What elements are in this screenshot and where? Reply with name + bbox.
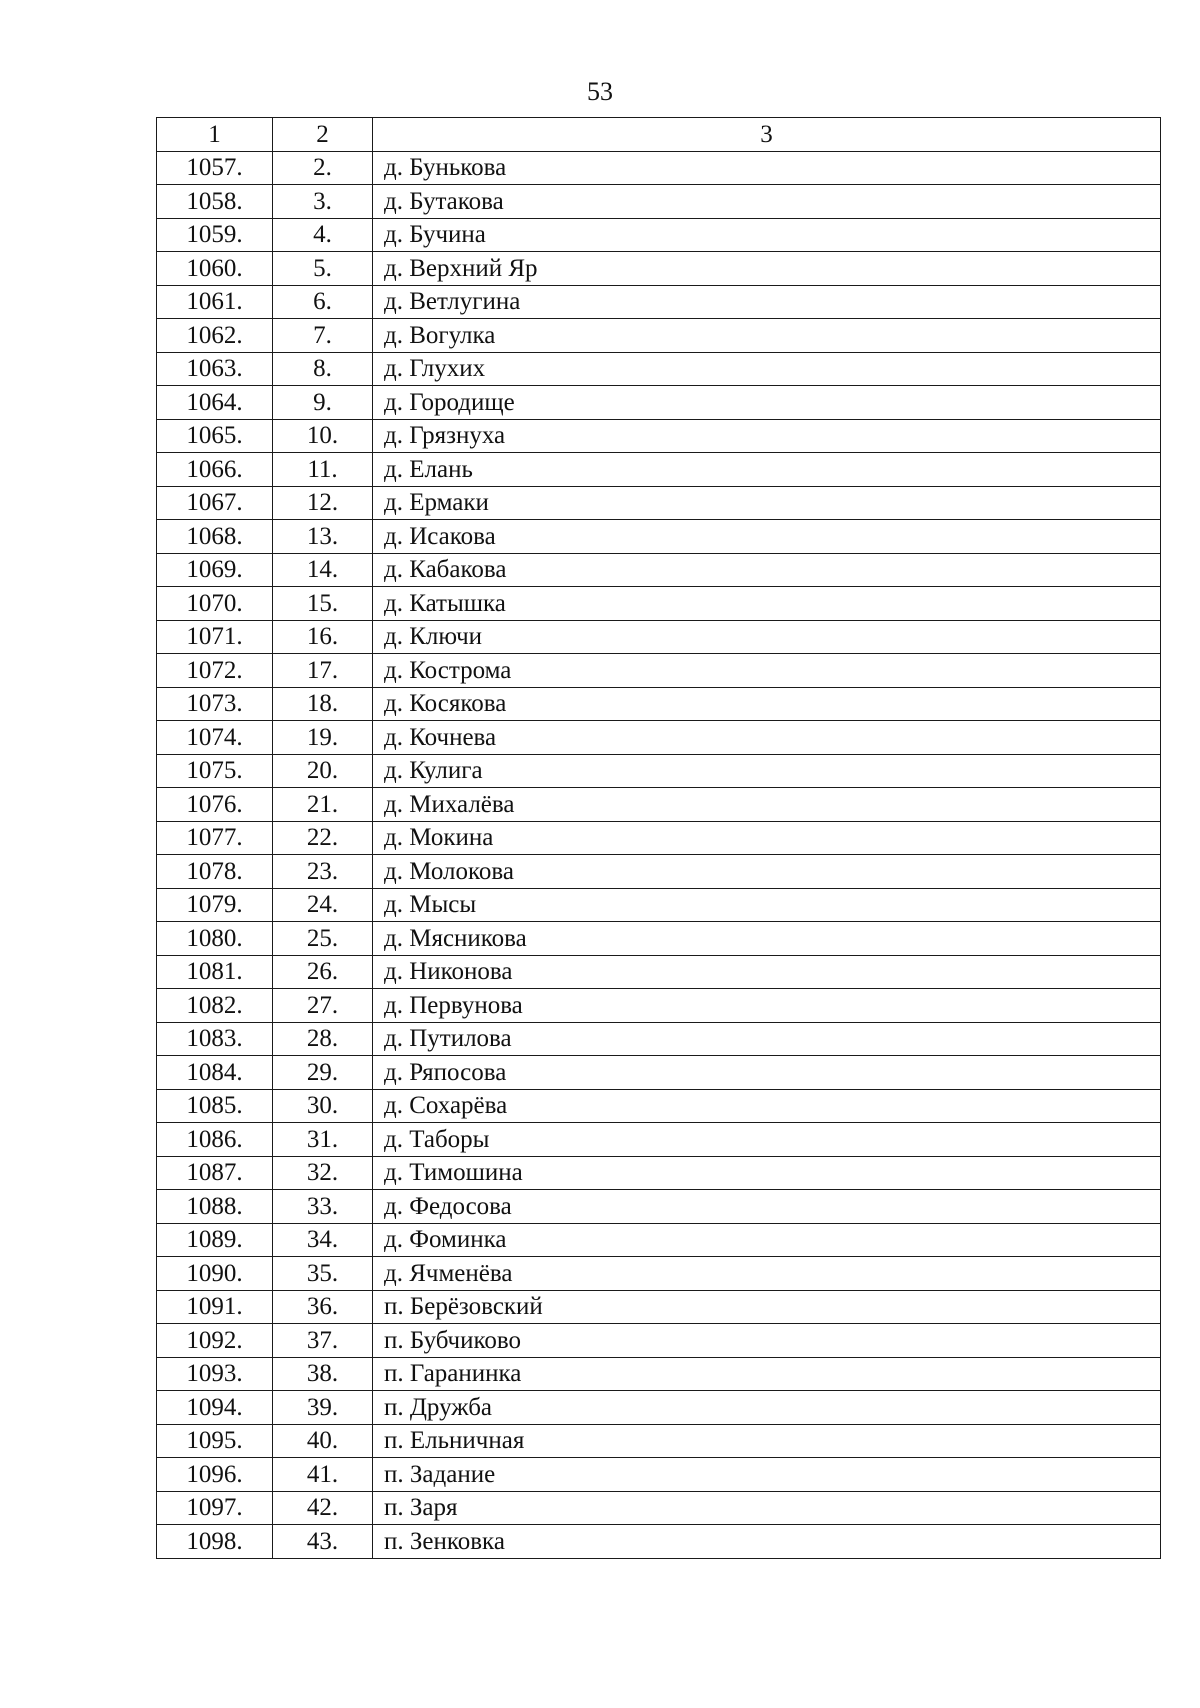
settlement-name-cell: д. Бутакова <box>373 185 1161 219</box>
table-row <box>157 788 1161 822</box>
row-index-cell: 1066. <box>157 453 273 487</box>
settlement-name-cell: п. Заря <box>373 1491 1161 1525</box>
settlement-name-cell: п. Задание <box>373 1458 1161 1492</box>
settlement-name-cell: д. Грязнуха <box>373 419 1161 453</box>
row-index-cell: 1097. <box>157 1491 273 1525</box>
table-row <box>157 888 1161 922</box>
table-row <box>157 151 1161 185</box>
settlement-name-cell: д. Косякова <box>373 687 1161 721</box>
header-row <box>157 118 1161 152</box>
row-index-cell: 1069. <box>157 553 273 587</box>
row-number-cell: 36. <box>273 1290 373 1324</box>
row-index-cell: 1059. <box>157 218 273 252</box>
settlement-name-cell: д. Вогулка <box>373 319 1161 353</box>
row-number-cell: 15. <box>273 587 373 621</box>
table-header <box>157 118 1161 152</box>
table-row <box>157 285 1161 319</box>
settlement-name-cell: д. Кочнева <box>373 721 1161 755</box>
row-number-cell: 11. <box>273 453 373 487</box>
row-index-cell: 1058. <box>157 185 273 219</box>
row-index-cell: 1057. <box>157 151 273 185</box>
row-index-cell: 1067. <box>157 486 273 520</box>
table-body <box>157 151 1161 1558</box>
table-row <box>157 587 1161 621</box>
row-index-cell: 1078. <box>157 855 273 889</box>
row-index-cell: 1085. <box>157 1089 273 1123</box>
table-row <box>157 922 1161 956</box>
settlement-name-cell: п. Дружба <box>373 1391 1161 1425</box>
settlement-name-cell: д. Исакова <box>373 520 1161 554</box>
row-number-cell: 37. <box>273 1324 373 1358</box>
row-index-cell: 1089. <box>157 1223 273 1257</box>
table-row <box>157 955 1161 989</box>
row-number-cell: 26. <box>273 955 373 989</box>
table-row <box>157 855 1161 889</box>
table-row <box>157 754 1161 788</box>
row-number-cell: 12. <box>273 486 373 520</box>
table-row <box>157 319 1161 353</box>
row-number-cell: 9. <box>273 386 373 420</box>
settlement-name-cell: д. Путилова <box>373 1022 1161 1056</box>
settlement-name-cell: д. Никонова <box>373 955 1161 989</box>
row-index-cell: 1072. <box>157 654 273 688</box>
table-row <box>157 654 1161 688</box>
settlement-name-cell: п. Бубчиково <box>373 1324 1161 1358</box>
table-row <box>157 620 1161 654</box>
settlement-name-cell: д. Фоминка <box>373 1223 1161 1257</box>
table-row <box>157 1391 1161 1425</box>
settlement-name-cell: д. Елань <box>373 453 1161 487</box>
row-index-cell: 1068. <box>157 520 273 554</box>
row-number-cell: 8. <box>273 352 373 386</box>
settlement-name-cell: д. Мокина <box>373 821 1161 855</box>
row-number-cell: 25. <box>273 922 373 956</box>
table-row <box>157 1424 1161 1458</box>
row-number-cell: 40. <box>273 1424 373 1458</box>
row-index-cell: 1074. <box>157 721 273 755</box>
row-number-cell: 2. <box>273 151 373 185</box>
column-header-1: 1 <box>157 118 273 152</box>
row-index-cell: 1064. <box>157 386 273 420</box>
row-number-cell: 7. <box>273 319 373 353</box>
row-number-cell: 38. <box>273 1357 373 1391</box>
row-number-cell: 31. <box>273 1123 373 1157</box>
settlement-name-cell: д. Ряпосова <box>373 1056 1161 1090</box>
row-index-cell: 1083. <box>157 1022 273 1056</box>
row-number-cell: 30. <box>273 1089 373 1123</box>
settlement-name-cell: д. Ермаки <box>373 486 1161 520</box>
settlement-name-cell: д. Мясникова <box>373 922 1161 956</box>
table-row <box>157 1022 1161 1056</box>
table-row <box>157 1056 1161 1090</box>
row-number-cell: 35. <box>273 1257 373 1291</box>
row-index-cell: 1065. <box>157 419 273 453</box>
table-row <box>157 721 1161 755</box>
row-number-cell: 22. <box>273 821 373 855</box>
table-row <box>157 1089 1161 1123</box>
settlement-name-cell: п. Гаранинка <box>373 1357 1161 1391</box>
row-number-cell: 17. <box>273 654 373 688</box>
table-row <box>157 218 1161 252</box>
table-row <box>157 1525 1161 1559</box>
settlement-name-cell: д. Кострома <box>373 654 1161 688</box>
settlement-name-cell: д. Глухих <box>373 352 1161 386</box>
settlement-name-cell: д. Тимошина <box>373 1156 1161 1190</box>
row-index-cell: 1071. <box>157 620 273 654</box>
row-index-cell: 1090. <box>157 1257 273 1291</box>
table-row <box>157 989 1161 1023</box>
settlement-name-cell: д. Кулига <box>373 754 1161 788</box>
settlement-name-cell: д. Верхний Яр <box>373 252 1161 286</box>
row-number-cell: 16. <box>273 620 373 654</box>
row-number-cell: 21. <box>273 788 373 822</box>
settlement-name-cell: д. Мысы <box>373 888 1161 922</box>
table-row <box>157 687 1161 721</box>
row-number-cell: 39. <box>273 1391 373 1425</box>
row-index-cell: 1070. <box>157 587 273 621</box>
table-row <box>157 1156 1161 1190</box>
row-index-cell: 1082. <box>157 989 273 1023</box>
row-number-cell: 13. <box>273 520 373 554</box>
table-row <box>157 1491 1161 1525</box>
row-number-cell: 41. <box>273 1458 373 1492</box>
settlement-name-cell: д. Городище <box>373 386 1161 420</box>
row-number-cell: 29. <box>273 1056 373 1090</box>
settlement-name-cell: д. Ветлугина <box>373 285 1161 319</box>
settlement-name-cell: д. Федосова <box>373 1190 1161 1224</box>
settlement-name-cell: д. Ключи <box>373 620 1161 654</box>
row-number-cell: 19. <box>273 721 373 755</box>
row-index-cell: 1062. <box>157 319 273 353</box>
row-number-cell: 42. <box>273 1491 373 1525</box>
table-row <box>157 520 1161 554</box>
row-index-cell: 1079. <box>157 888 273 922</box>
table-row <box>157 386 1161 420</box>
row-index-cell: 1093. <box>157 1357 273 1391</box>
row-number-cell: 27. <box>273 989 373 1023</box>
row-index-cell: 1091. <box>157 1290 273 1324</box>
row-index-cell: 1075. <box>157 754 273 788</box>
row-number-cell: 33. <box>273 1190 373 1224</box>
row-number-cell: 20. <box>273 754 373 788</box>
settlement-name-cell: п. Зенковка <box>373 1525 1161 1559</box>
table-row <box>157 185 1161 219</box>
settlement-name-cell: д. Бучина <box>373 218 1161 252</box>
table-row <box>157 821 1161 855</box>
settlement-name-cell: д. Таборы <box>373 1123 1161 1157</box>
settlements-table <box>156 117 1161 1559</box>
row-index-cell: 1084. <box>157 1056 273 1090</box>
settlement-name-cell: п. Ельничная <box>373 1424 1161 1458</box>
table-row <box>157 419 1161 453</box>
table-row <box>157 252 1161 286</box>
row-index-cell: 1092. <box>157 1324 273 1358</box>
row-index-cell: 1061. <box>157 285 273 319</box>
row-number-cell: 5. <box>273 252 373 286</box>
table-row <box>157 1223 1161 1257</box>
row-index-cell: 1073. <box>157 687 273 721</box>
page-number: 53 <box>587 77 613 106</box>
row-number-cell: 18. <box>273 687 373 721</box>
table-row <box>157 1190 1161 1224</box>
row-number-cell: 32. <box>273 1156 373 1190</box>
settlement-name-cell: д. Молокова <box>373 855 1161 889</box>
row-number-cell: 10. <box>273 419 373 453</box>
settlement-name-cell: д. Катышка <box>373 587 1161 621</box>
table-row <box>157 1290 1161 1324</box>
row-index-cell: 1076. <box>157 788 273 822</box>
row-number-cell: 14. <box>273 553 373 587</box>
settlement-name-cell: д. Бунькова <box>373 151 1161 185</box>
row-number-cell: 43. <box>273 1525 373 1559</box>
row-number-cell: 24. <box>273 888 373 922</box>
settlement-name-cell: д. Кабакова <box>373 553 1161 587</box>
settlement-name-cell: д. Михалёва <box>373 788 1161 822</box>
row-index-cell: 1063. <box>157 352 273 386</box>
row-number-cell: 23. <box>273 855 373 889</box>
settlement-name-cell: д. Ячменёва <box>373 1257 1161 1291</box>
table-row <box>157 1257 1161 1291</box>
row-index-cell: 1088. <box>157 1190 273 1224</box>
row-number-cell: 28. <box>273 1022 373 1056</box>
table-row <box>157 1357 1161 1391</box>
row-index-cell: 1095. <box>157 1424 273 1458</box>
settlement-name-cell: п. Берёзовский <box>373 1290 1161 1324</box>
row-index-cell: 1081. <box>157 955 273 989</box>
row-number-cell: 4. <box>273 218 373 252</box>
table-row <box>157 1123 1161 1157</box>
row-index-cell: 1094. <box>157 1391 273 1425</box>
row-index-cell: 1096. <box>157 1458 273 1492</box>
table-row <box>157 553 1161 587</box>
row-index-cell: 1086. <box>157 1123 273 1157</box>
table-row <box>157 453 1161 487</box>
table-row <box>157 352 1161 386</box>
settlement-name-cell: д. Сохарёва <box>373 1089 1161 1123</box>
row-index-cell: 1087. <box>157 1156 273 1190</box>
row-index-cell: 1077. <box>157 821 273 855</box>
row-index-cell: 1060. <box>157 252 273 286</box>
row-number-cell: 3. <box>273 185 373 219</box>
column-header-3: 3 <box>373 118 1161 152</box>
table-row <box>157 1458 1161 1492</box>
column-header-2: 2 <box>273 118 373 152</box>
table-row <box>157 486 1161 520</box>
row-index-cell: 1098. <box>157 1525 273 1559</box>
table-row <box>157 1324 1161 1358</box>
row-number-cell: 34. <box>273 1223 373 1257</box>
settlement-name-cell: д. Первунова <box>373 989 1161 1023</box>
row-index-cell: 1080. <box>157 922 273 956</box>
row-number-cell: 6. <box>273 285 373 319</box>
